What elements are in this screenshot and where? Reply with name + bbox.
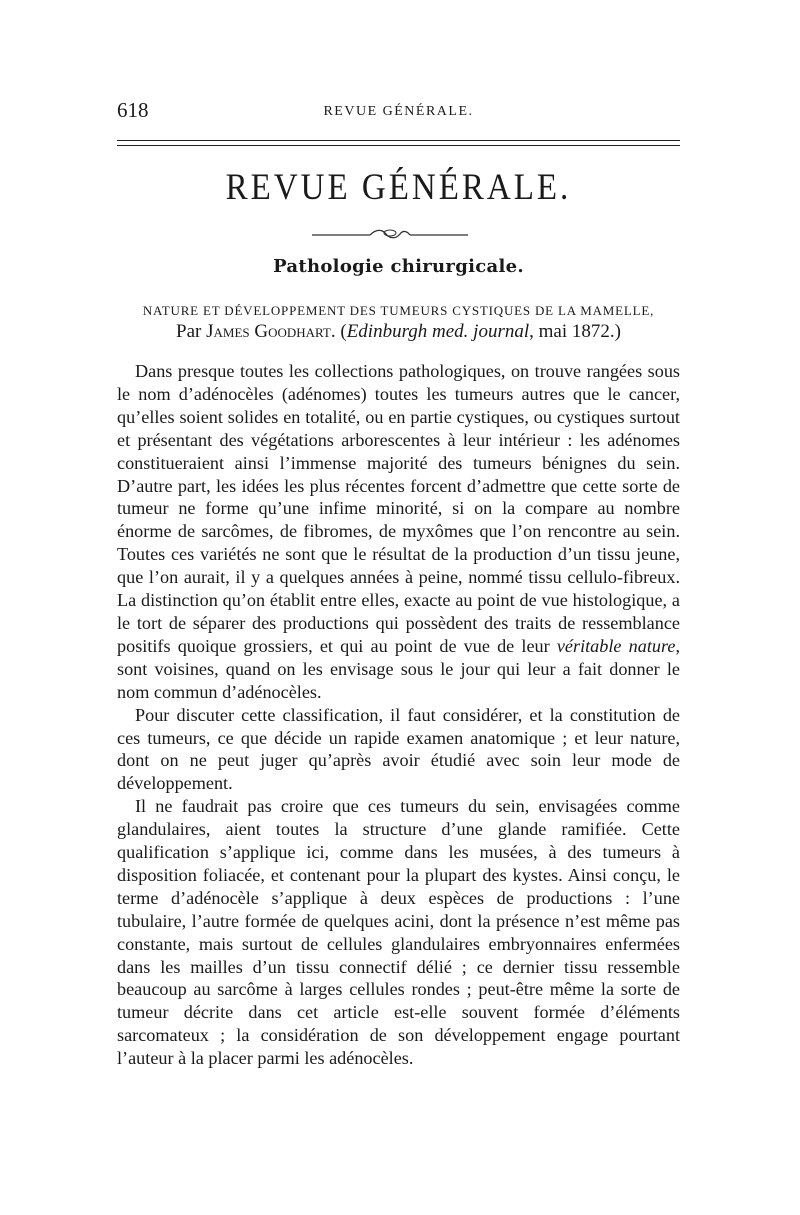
author-name: James Goodhart [206, 321, 331, 342]
header-rule-thick [117, 140, 680, 141]
running-header [117, 98, 680, 126]
paragraph-1 [117, 360, 680, 704]
journal-name: Edinburgh med. journal [346, 321, 530, 342]
header-rule-thin [117, 145, 680, 146]
byline-separator: . ( [330, 321, 347, 342]
ornament-divider [310, 226, 470, 242]
paragraph-2-text: Pour discuter cette classification, il faut considérer, et la constitution de ces tumeurs, ce que décide un rapide examen anatomique ; et leur nature, dont on ne peut juger qu’après avoir étudié avec soin leur mode de développement. [117, 704, 680, 794]
paragraph-3 [117, 795, 680, 1070]
paragraph-1-emphasis: véritable nature [556, 635, 676, 656]
main-title: REVUE GÉNÉRALE. [225, 167, 572, 209]
article-body [117, 360, 680, 1070]
paragraph-3-text: Il ne faudrait pas croire que ces tumeurs du sein, envisagées comme glandulaires, aient toutes la structure d’une glande ramifiée. Cette qualification s’applique ici, comme dans les musées, à des tumeurs à disposition foliacée, et contenant pour la plupart des kystes. Ainsi conçu, le terme d’adénocèle s’applique à deux espèces de productions : l’une tubulaire, l’autre formée de quelques acini, dont la présence n’est même pas constante, mais surtout de cellules glandulaires embryonnaires enfermées dans les mailles d’un tissu connectif délié ; ce dernier tissu ressemble beaucoup au sarcôme à larges cellules rondes ; peut-être même la sorte de tumeur décrite dans cet article est-elle souvent formée d’éléments sarcomateux ; la considération de son développement engage pourtant l’auteur à la placer parmi les adénocèles. [117, 796, 680, 1069]
page-number: 618 [117, 98, 149, 122]
section-title: Pathologie chirurgicale. [273, 256, 524, 277]
paragraph-2 [117, 704, 680, 796]
publication-date: , mai 1872.) [529, 321, 621, 342]
article-heading: NATURE ET DÉVELOPPEMENT DES TUMEURS CYSTIQUES DE LA MAMELLE, [142, 303, 655, 318]
running-title: REVUE GÉNÉRALE. [323, 104, 474, 119]
paragraph-1-text-end: , sont voisines, quand on les envisage sous le jour qui leur a fait donner le nom commun d’adénocèles. [117, 635, 680, 702]
paragraph-1-text: Dans presque toutes les collections pathologiques, on trouve rangées sous le nom d’adénocèles (adénomes) toutes les tumeurs autres que le cancer, qu’elles soient solides en totalité, ou en partie cystiques, ou cystiques surtout et présentant des végétations arborescentes à leur intérieur : les adénomes constitueraient ainsi l’immense majorité des tumeurs bénignes du sein. D’autre part, les idées les plus récentes forcent d’admettre que cette sorte de tumeur ne forme qu’une infime minorité, si on la compare au nombre énorme de sarcômes, de fibromes, de myxômes que l’on rencontre au sein. Toutes ces variétés ne sont que le résultat de la production d’un tissu jeune, que l’on aurait, il y a quelques années à peine, nommé tissu cellulo-fibreux. La distinction qu’on établit entre elles, exacte au point de vue histologique, a le tort de séparer des productions qui possèdent des traits de ressemblance positifs quoique grossiers, et qui au point de vue de leur [117, 361, 680, 656]
article-byline [117, 321, 680, 343]
byline-prefix: Par [176, 321, 207, 342]
